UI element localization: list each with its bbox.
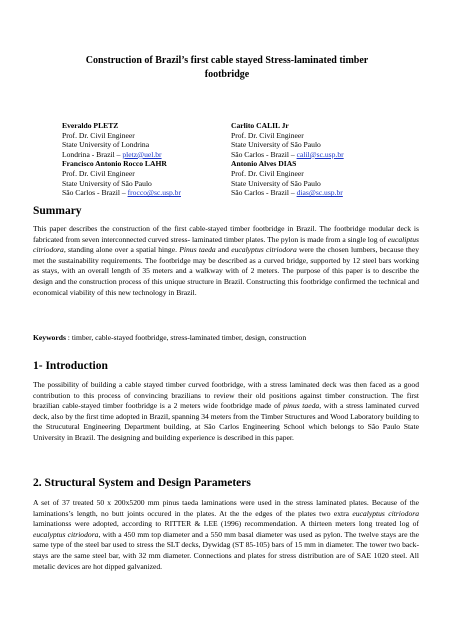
intro-text: The possibility of building a cable stayed timber curved footbridge, with a stress laminated deck was then faced as a good contribution to this process of convincing brazilians to review their old positions against timber construction. The first brazilian cable-stayed timber footbridge is a 2 meters wide footbridge made of	[33, 380, 419, 411]
author-affiliation: State University of Londrina	[62, 140, 150, 150]
author-contact	[231, 188, 401, 198]
keywords-label: Keywords	[33, 333, 66, 342]
summary-paragraph	[33, 224, 419, 298]
sec2-italic: eucalyptus citriodora	[352, 508, 419, 518]
author-email-link[interactable]: calil@sc.usp.br	[296, 149, 344, 159]
author-email-link[interactable]: dias@sc.usp.br	[296, 188, 343, 198]
sec2-text: A set of 37 treated 50 x 200x5200 mm pinus taeda laminations were used in the stress laminated plates. Because of the laminations’s length, no butt joints occured in the plates. At the the edges of the plates two extra	[33, 498, 419, 518]
summary-italic: Pinus taeda	[179, 245, 216, 255]
author-name: Carlito CALIL Jr	[231, 121, 289, 130]
sec2-text: laminationss were adopted, according to RITTER & LEE (1996) recommendation. A thirteen meters long treated log of	[33, 519, 419, 529]
introduction-heading: 1- Introduction	[33, 360, 108, 372]
summary-text: were the chosen lumbers, because they met the sustainability requirements. The footbridge may be described as a curved bridge, supported by 12 steel bars working as stays, with an overall length of 35 meters and a walkway with of 2 meters. The purpose of this paper is to describe the design and the construction process of this unique structure in Brazil. Constructing this footbridge confirmed the technical and economical viability of this new technology in Brazil.	[33, 245, 420, 297]
authors-right-column	[231, 121, 401, 198]
title-line-1: Construction of Brazil’s first cable stayed Stress-laminated timber	[85, 55, 369, 66]
summary-italic: eucalyptus citriodora	[231, 245, 297, 255]
author-name: Everaldo PLETZ	[62, 121, 119, 130]
author-role: Prof. Dr. Civil Engineer	[231, 168, 304, 178]
author-location: São Carlos - Brazil –	[62, 188, 128, 198]
keywords-line	[33, 333, 419, 344]
author-contact	[62, 188, 232, 198]
summary-italic: eucaliptus citriodora	[33, 234, 419, 255]
intro-text: , with a stress laminated curved deck, also by the first time adopted in Brazil, spanning 34 meters from the Timber Structures and Wood Laboratory building to the Strucutural Engineering Department building, at São Carlos Engineering School which belongs to São Paulo State University in Brazil. The designing and building experience is described in this paper.	[33, 401, 419, 442]
author-location: São Carlos - Brazil –	[231, 188, 297, 198]
title-line-2: footbridge	[204, 68, 250, 80]
sec2-text: , with a 450 mm top diameter and a 550 mm basal diameter was used as pylon. The twelve stays are the same type of the steel bar used to stress the SLT decks, Dywidag (ST 85-105) bars of 15 mm in diameter. The tower two back-stays are the same steel bar, with 32 mm diameter. Connections and plates for stress distribution are of SAE 1020 steel. All metalic devices are hot dipped galvanized.	[33, 529, 419, 571]
paper-title	[62, 54, 392, 81]
intro-italic: pinus taeda	[283, 401, 320, 411]
introduction-paragraph	[33, 380, 419, 444]
author-contact	[62, 150, 232, 160]
author-location: São Carlos - Brazil –	[231, 149, 297, 159]
author-name: Antonio Alves DIAS	[231, 159, 297, 169]
author-affiliation: State University of São Paulo	[231, 140, 321, 150]
author-role: Prof. Dr. Civil Engineer	[62, 168, 135, 178]
author-affiliation: State University of São Paulo	[62, 178, 152, 188]
author-name: Francisco Antonio Rocco LAHR	[62, 159, 167, 169]
author-role: Prof. Dr. Civil Engineer	[231, 130, 304, 140]
summary-heading: Summary	[33, 205, 82, 217]
summary-text: This paper describes the construction of the first cable-stayed timber footbridge in Brazil. The footbridge modular deck is fabricated from seven interconnected curved stress- laminated timber plates. The pylon is made from a single log of	[33, 224, 419, 244]
author-email-link[interactable]: pletz@uel.br	[122, 149, 162, 159]
section-2-heading: 2. Structural System and Design Parameters	[33, 477, 251, 489]
summary-text: , standing alone over a spatial hinge.	[63, 245, 180, 255]
author-role: Prof. Dr. Civil Engineer	[62, 130, 135, 140]
summary-text: and	[215, 245, 232, 255]
author-contact	[231, 150, 401, 160]
keywords-text: : timber, cable-stayed footbridge, stress-laminated timber, design, construction	[65, 333, 307, 342]
author-location: Londrina - Brazil –	[62, 149, 123, 159]
section-2-paragraph	[33, 498, 419, 572]
authors-left-column	[62, 121, 232, 198]
author-affiliation: State University of São Paulo	[231, 178, 321, 188]
author-email-link[interactable]: frocco@sc.usp.br	[127, 188, 181, 198]
sec2-italic: eucalyptus citriodora	[33, 529, 99, 539]
